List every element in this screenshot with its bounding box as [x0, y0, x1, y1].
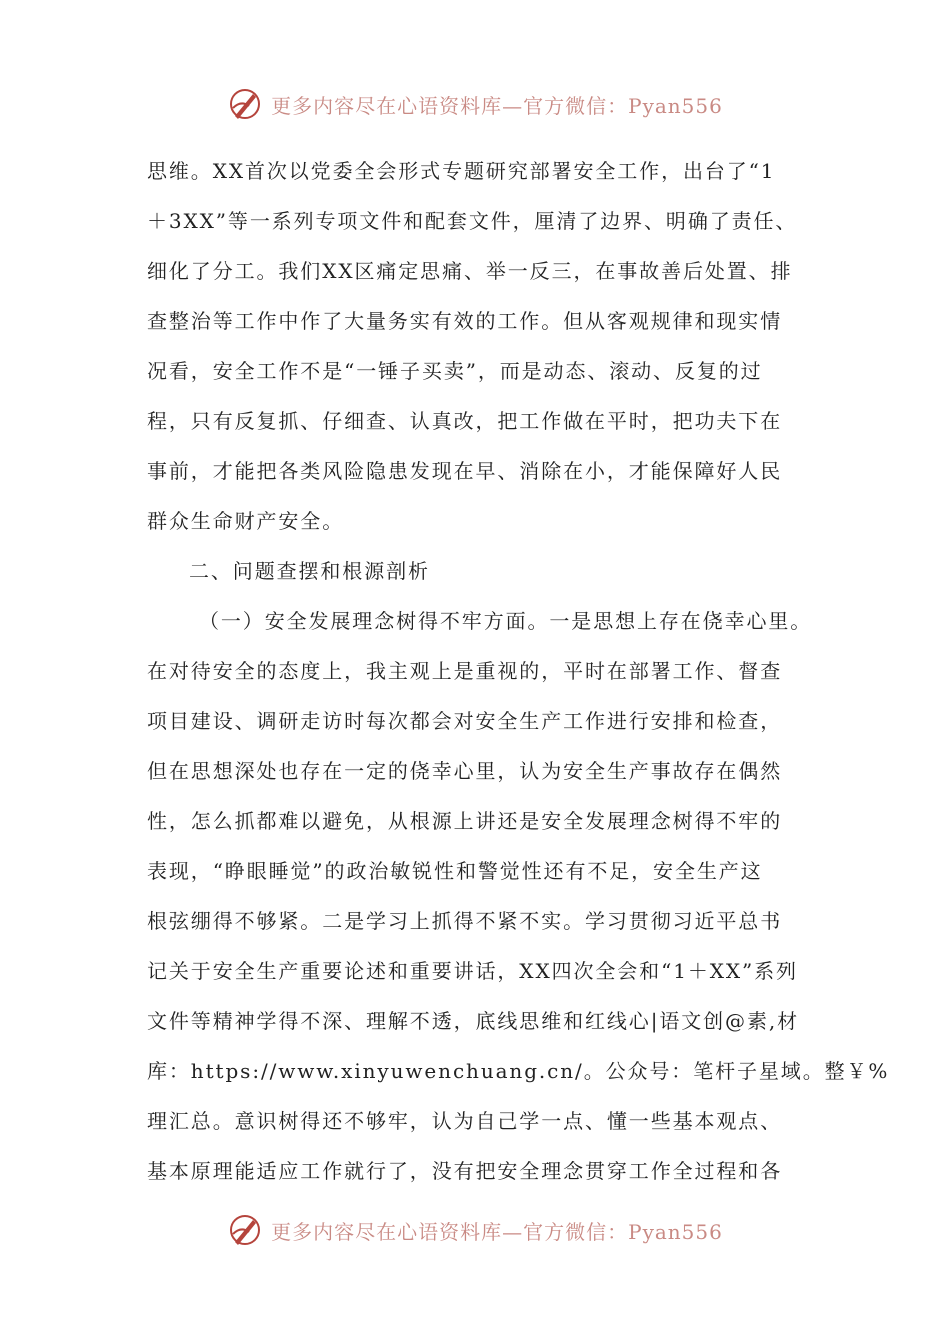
watermark-text-bottom: 更多内容尽在心语资料库—官方微信：Pyan556	[271, 1219, 723, 1244]
paragraph-line: 况看，安全工作不是“一锤子买卖”，而是动态、滚动、反复的过	[147, 359, 763, 383]
paragraph-line: 但在思想深处也存在一定的侥幸心里，认为安全生产事故存在偶然	[147, 759, 783, 783]
paragraph-line: 文件等精神学得不深、理解不透，底线思维和红线心|语文创@素,材	[147, 1009, 799, 1033]
paragraph-line: 细化了分工。我们XX区痛定思痛、举一反三，在事故善后处置、排	[147, 259, 793, 283]
paragraph-line: 事前，才能把各类风险隐患发现在早、消除在小，才能保障好人民	[147, 459, 783, 483]
paragraph-line: 在对待安全的态度上，我主观上是重视的，平时在部署工作、督查	[147, 659, 783, 683]
pen-logo-icon	[227, 1212, 263, 1248]
paragraph-line: 项目建设、调研走访时每次都会对安全生产工作进行安排和检查，	[147, 709, 783, 733]
paragraph-line: 基本原理能适应工作就行了，没有把安全理念贯穿工作全过程和各	[147, 1159, 783, 1183]
paragraph-line: ＋3XX”等一系列专项文件和配套文件，厘清了边界、明确了责任、	[147, 209, 798, 233]
paragraph-line: 根弦绷得不够紧。二是学习上抓得不紧不实。学习贯彻习近平总书	[147, 909, 783, 933]
paragraph-line: 群众生命财产安全。	[147, 509, 345, 533]
pen-logo-icon	[227, 86, 263, 122]
paragraph-line: 程，只有反复抓、仔细查、认真改，把工作做在平时，把功夫下在	[147, 409, 783, 433]
paragraph-line: 性，怎么抓都难以避免，从根源上讲还是安全发展理念树得不牢的	[147, 809, 783, 833]
section-heading: 二、问题查摆和根源剖析	[189, 559, 430, 583]
document-body	[147, 146, 890, 1196]
watermark-footer	[0, 1208, 950, 1252]
paragraph-line: 思维。XX首次以党委全会形式专题研究部署安全工作，出台了“1	[147, 159, 776, 183]
paragraph-line: 表现，“睁眼睡觉”的政治敏锐性和警觉性还有不足，安全生产这	[147, 859, 763, 883]
paragraph-line: 查整治等工作中作了大量务实有效的工作。但从客观规律和现实情	[147, 309, 783, 333]
paragraph-line: 理汇总。意识树得还不够牢，认为自己学一点、懂一些基本观点、	[147, 1109, 783, 1133]
paragraph-line: 记关于安全生产重要论述和重要讲话，XX四次全会和“1＋XX”系列	[147, 959, 798, 983]
paragraph-line: 库：https://www.xinyuwenchuang.cn/。公众号：笔杆子星域。整￥%	[147, 1059, 890, 1083]
watermark-header	[0, 82, 950, 126]
subsection-heading-line: （一）安全发展理念树得不牢方面。一是思想上存在侥幸心里。	[199, 609, 813, 633]
watermark-text-top: 更多内容尽在心语资料库—官方微信：Pyan556	[271, 93, 723, 118]
